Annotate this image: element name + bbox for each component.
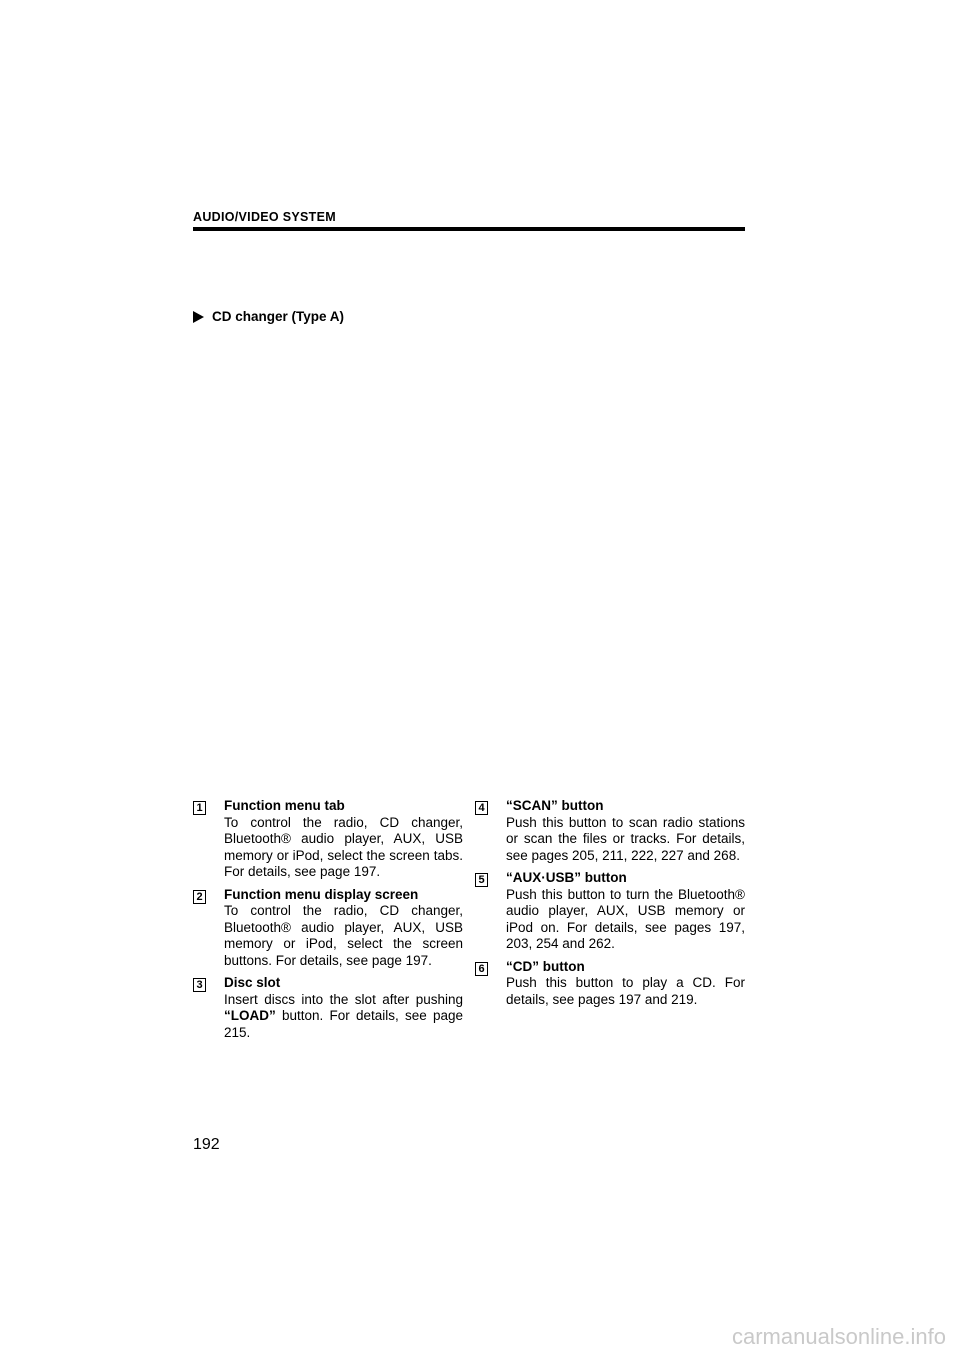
watermark: carmanualsonline.info — [731, 1324, 946, 1349]
page-number: 192 — [193, 1136, 220, 1153]
callout-item — [193, 798, 463, 881]
callout-text: To control the radio, CD changer, Bluetooth® audio player, AUX, USB memory or iPod, select the screen tabs. For details, see page 197. — [224, 814, 463, 879]
section-heading — [193, 309, 344, 324]
callout-item — [193, 975, 463, 1041]
callout-text: Push this button to scan radio stations or scan the files or tracks. For details, see pages 205, 211, 222, 227 and 268. — [506, 814, 745, 863]
callout-text: Push this button to turn the Bluetooth® audio player, AUX, USB memory or iPod on. For details, see pages 197, 203, 254 and 262. — [506, 886, 745, 951]
callout-title: “AUX·USB” button — [506, 870, 627, 885]
callout-list-right — [475, 798, 745, 1014]
load-button-name: “LOAD” — [224, 1008, 276, 1023]
callout-item — [475, 959, 745, 1009]
callout-number: 4 — [475, 801, 488, 815]
callout-number: 1 — [193, 801, 206, 815]
callout-title: Disc slot — [224, 975, 281, 990]
callout-item — [475, 798, 745, 864]
callout-text-pre: Insert discs into the slot after pushing — [224, 991, 463, 1007]
callout-number: 3 — [193, 978, 206, 992]
callout-item — [475, 870, 745, 953]
callout-number: 5 — [475, 873, 488, 887]
callout-title: Function menu display screen — [224, 886, 419, 902]
section-title: CD changer (Type A) — [212, 309, 345, 324]
callout-text — [224, 992, 463, 1042]
triangle-arrow-icon — [193, 311, 204, 323]
callout-number: 2 — [193, 890, 206, 904]
callout-item — [193, 887, 463, 970]
callout-title: “CD” button — [506, 958, 585, 974]
callout-list-left — [193, 798, 463, 1047]
callout-title: “SCAN” button — [506, 798, 604, 813]
header-rule — [193, 227, 745, 231]
callout-number: 6 — [475, 962, 488, 976]
callout-text: Push this button to play a CD. For details, see pages 197 and 219. — [506, 975, 745, 1007]
callout-text-post: button. For details, see page 215. — [224, 1008, 463, 1040]
callout-title: Function menu tab — [224, 798, 345, 813]
callout-text: To control the radio, CD changer, Bluetooth® audio player, AUX, USB memory or iPod, select the screen buttons. For details, see page 197. — [224, 903, 463, 968]
page-header — [193, 210, 745, 231]
header-title: AUDIO/VIDEO SYSTEM — [193, 210, 336, 224]
